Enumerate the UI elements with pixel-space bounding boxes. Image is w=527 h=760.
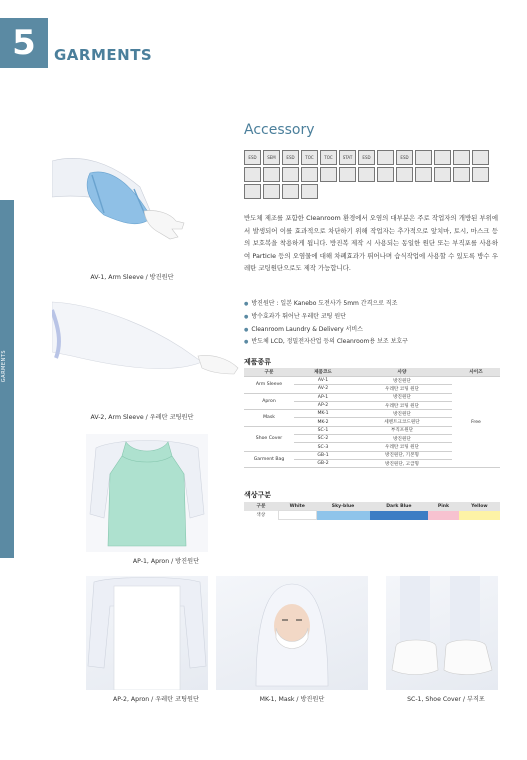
swatch-sky-blue [317,511,370,520]
product-table [244,368,500,468]
cert-icon: ESD [358,150,375,165]
photo-mk1 [216,576,368,690]
caption-mk1: MK-1, Mask / 방진원단 [259,696,325,703]
col-header: 제품코드 [294,368,352,377]
product-code: SC-3 [294,443,352,451]
caption-ap1: AP-1, Apron / 방진원단 [132,558,200,565]
cert-icon: TOC [301,150,318,165]
cert-icon [453,150,470,165]
product-code: AV-2 [294,385,352,393]
caption-av1: AV-1, Arm Sleeve / 방진원단 [90,274,174,281]
cert-icon: TOC [320,150,337,165]
col-header: 구분 [244,368,294,377]
cert-icon [282,184,299,199]
cert-icon: ESD [282,150,299,165]
color-table-title: 색상구분 [244,491,272,499]
group-label: Garment Bag [244,451,294,468]
table-row [244,511,500,520]
col-header: 사이즈 [452,368,500,377]
caption-sc1: SC-1, Shoe Cover / 부직포 [407,696,485,703]
product-code: MK-2 [294,418,352,426]
cert-icon: SEM [263,150,280,165]
cert-icon [377,167,394,182]
product-code: AP-2 [294,401,352,409]
description: 반도체 제조를 포함한 Cleanroom 환경에서 오염의 대부분은 주로 작업자의 개방된 부위에서 발생되어 이를 효과적으로 차단하기 위해 작업자는 추가적으로 앞치마, 토시, 마스크 등의 보호복을 착용하게 됩니다. 방진복 제작 시 사용되는 동일한 원단 또는 부직포를 사용하여 Particle 등의 오염물에 대해 차폐효과가 뛰어나며 습식작업에 사용할 수 있도록 방수 우레탄 코팅원단으로도 제작 가능합니다. [244,214,498,273]
product-code: SC-2 [294,435,352,443]
photo-ap1 [86,434,208,552]
product-code: MK-1 [294,410,352,418]
swatch-dark-blue [370,511,429,520]
col-header: Pink [428,502,459,511]
cert-icon: ESD [244,150,261,165]
table-row [244,377,500,385]
cert-icon [472,167,489,182]
cert-icon [301,184,318,199]
col-header: 구분 [244,502,278,511]
product-code: AV-1 [294,377,352,385]
caption-ap2: AP-2, Apron / 우레탄 코팅원단 [112,696,200,703]
side-label: GARMENTS [1,350,7,383]
group-label: Mask [244,410,294,427]
col-header: Sky-blue [317,502,370,511]
cert-icon [282,167,299,182]
product-code: SC-1 [294,426,352,434]
cert-icon [434,167,451,182]
product-spec: 세멘트크코드원단 [352,418,452,426]
swatch-pink [428,511,459,520]
feature-item: ● Cleanroom Laundry & Delivery 서비스 [244,324,498,337]
product-code: GB-1 [294,451,352,459]
cert-icon [320,167,337,182]
product-table-title: 제품종류 [244,358,272,366]
product-spec: 방진원단, 기본형 [352,451,452,459]
product-code: GB-2 [294,459,352,467]
group-label: Shoe Cover [244,426,294,451]
color-table [244,502,500,520]
section-number: 5 [0,18,48,68]
product-spec: 방진원단 [352,393,452,401]
product-spec: 방진원단 [352,435,452,443]
feature-item: ● 방수효과가 뛰어난 우레탄 코팅 원단 [244,311,498,324]
product-code: AP-1 [294,393,352,401]
row-label: 색상 [256,513,266,518]
feature-item: ● 방진원단 : 일본 Kanebo 도전사가 5mm 간격으로 직조 [244,298,498,311]
feature-icon-grid [244,150,496,199]
col-header: White [278,502,317,511]
product-spec: 방진원단 [352,377,452,385]
product-spec: 부직포원단 [352,426,452,434]
photo-sc1 [386,576,498,690]
photo-ap2 [86,576,208,690]
size-value: Free [452,377,500,468]
cert-icon [301,167,318,182]
cert-icon [415,167,432,182]
cert-icon [339,167,356,182]
cert-icon [263,167,280,182]
cert-icon [244,167,261,182]
col-header: 사양 [352,368,452,377]
photo-av2 [52,296,242,398]
product-spec: 방진원단 [352,410,452,418]
cert-icon [453,167,470,182]
col-header: Yellow [459,502,500,511]
photo-av1 [52,153,210,265]
cert-icon: ESD [396,150,413,165]
cert-icon [415,150,432,165]
cert-icon [358,167,375,182]
feature-list [244,298,498,349]
feature-item: ● 반도체 LCD, 정밀전자산업 등의 Cleanroom용 보조 보호구 [244,336,498,349]
cert-icon: STAT [339,150,356,165]
col-header: Dark Blue [370,502,429,511]
accessory-title: Accessory [244,122,315,138]
product-spec: 우레탄 코팅 원단 [352,401,452,409]
swatch-yellow [459,511,500,520]
cert-icon [263,184,280,199]
product-spec: 우레탄 코팅 원단 [352,385,452,393]
caption-av2: AV-2, Arm Sleeve / 우레탄 코팅원단 [90,414,194,421]
cert-icon [244,184,261,199]
cert-icon [396,167,413,182]
swatch-white [278,511,317,520]
product-spec: 방진원단, 고급형 [352,459,452,467]
cert-icon [472,150,489,165]
product-spec: 우레탄 코팅 원단 [352,443,452,451]
group-label: Apron [244,393,294,410]
cert-icon [434,150,451,165]
section-title: GARMENTS [54,46,153,64]
cert-icon [377,150,394,165]
group-label: Arm Sleeve [244,377,294,394]
